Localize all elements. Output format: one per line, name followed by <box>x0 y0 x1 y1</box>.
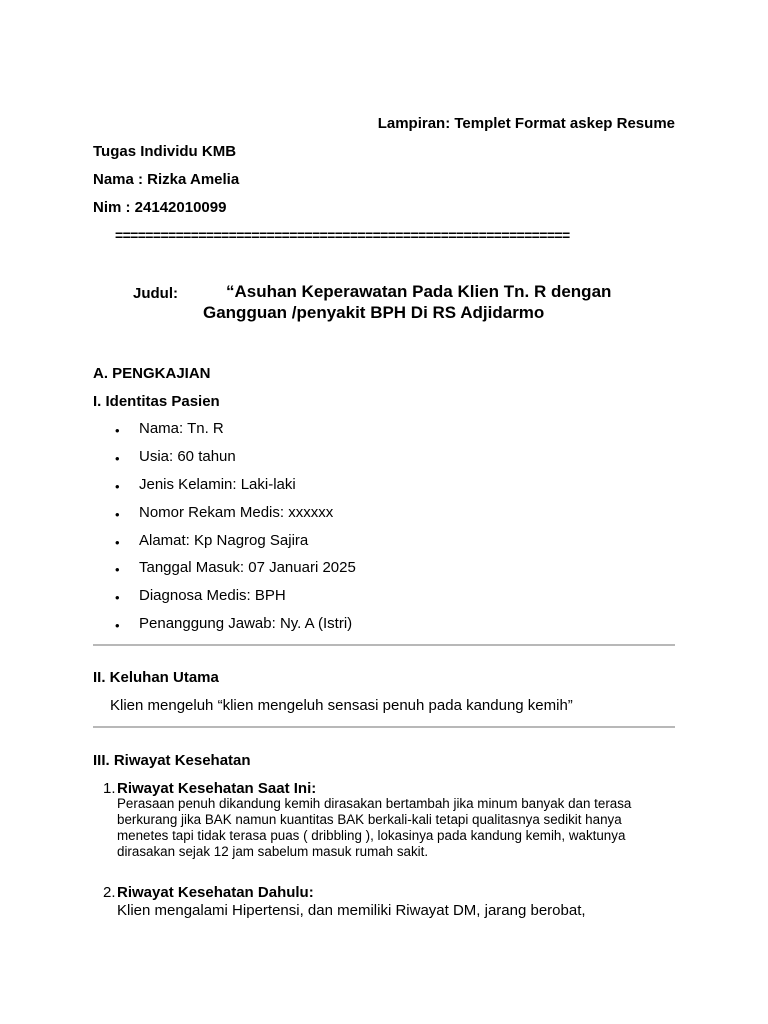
identitas-item-alamat: Alamat: Kp Nagrog Sajira <box>139 532 309 549</box>
divider <box>93 644 675 646</box>
riwayat-title: Riwayat Kesehatan Saat Ini: <box>117 780 317 797</box>
riwayat-number: 2. <box>103 884 116 901</box>
identitas-item-rekam-medis: Nomor Rekam Medis: xxxxxx <box>139 504 334 521</box>
identitas-item-jenis-kelamin: Jenis Kelamin: Laki-laki <box>139 476 296 493</box>
identitas-heading: I. Identitas Pasien <box>93 393 220 410</box>
bullet-marker: • <box>115 507 120 522</box>
keluhan-heading: II. Keluhan Utama <box>93 669 219 686</box>
bullet-marker: • <box>115 618 120 633</box>
riwayat-heading: III. Riwayat Kesehatan <box>93 752 251 769</box>
bullet-marker: • <box>115 535 120 550</box>
bullet-marker: • <box>115 590 120 605</box>
identitas-item-diagnosa: Diagnosa Medis: BPH <box>139 587 286 604</box>
student-nim: Nim : 24142010099 <box>93 199 227 216</box>
separator-line: ============================================================ <box>115 227 570 243</box>
identitas-item-tanggal-masuk: Tanggal Masuk: 07 Januari 2025 <box>139 559 356 576</box>
section-a-heading: A. PENGKAJIAN <box>93 365 211 382</box>
identitas-item-usia: Usia: 60 tahun <box>139 448 236 465</box>
divider <box>93 726 675 728</box>
attachment-label: Lampiran: Templet Format askep Resume <box>377 115 675 132</box>
title-line-1: “Asuhan Keperawatan Pada Klien Tn. R dengan <box>226 282 612 301</box>
keluhan-text: Klien mengeluh “klien mengeluh sensasi penuh pada kandung kemih” <box>110 697 573 714</box>
title-label: Judul: <box>133 285 178 302</box>
riwayat-line: menetes tapi tidak terasa puas ( dribbling ), lokasinya pada kandung kemih, waktunya <box>117 828 626 843</box>
riwayat-line: Klien mengalami Hipertensi, dan memiliki Riwayat DM, jarang berobat, <box>117 902 586 919</box>
riwayat-number: 1. <box>103 780 116 797</box>
bullet-marker: • <box>115 562 120 577</box>
bullet-marker: • <box>115 479 120 494</box>
riwayat-line: Perasaan penuh dikandung kemih dirasakan bertambah jika minum banyak dan terasa <box>117 796 632 811</box>
riwayat-line: berkurang jika BAK namun kuantitas BAK berkali-kali tetapi qualitasnya sedikit hanya <box>117 812 622 827</box>
assignment-label: Tugas Individu KMB <box>93 143 237 160</box>
bullet-marker: • <box>115 423 120 438</box>
riwayat-line: dirasakan sejak 12 jam sabelum masuk rumah sakit. <box>117 844 429 859</box>
riwayat-title: Riwayat Kesehatan Dahulu: <box>117 884 314 901</box>
bullet-marker: • <box>115 451 120 466</box>
identitas-item-penanggung-jawab: Penanggung Jawab: Ny. A (Istri) <box>139 615 353 632</box>
title-line-2: Gangguan /penyakit BPH Di RS Adjidarmo <box>203 303 545 322</box>
student-name: Nama : Rizka Amelia <box>93 171 240 188</box>
identitas-item-nama: Nama: Tn. R <box>139 420 224 437</box>
